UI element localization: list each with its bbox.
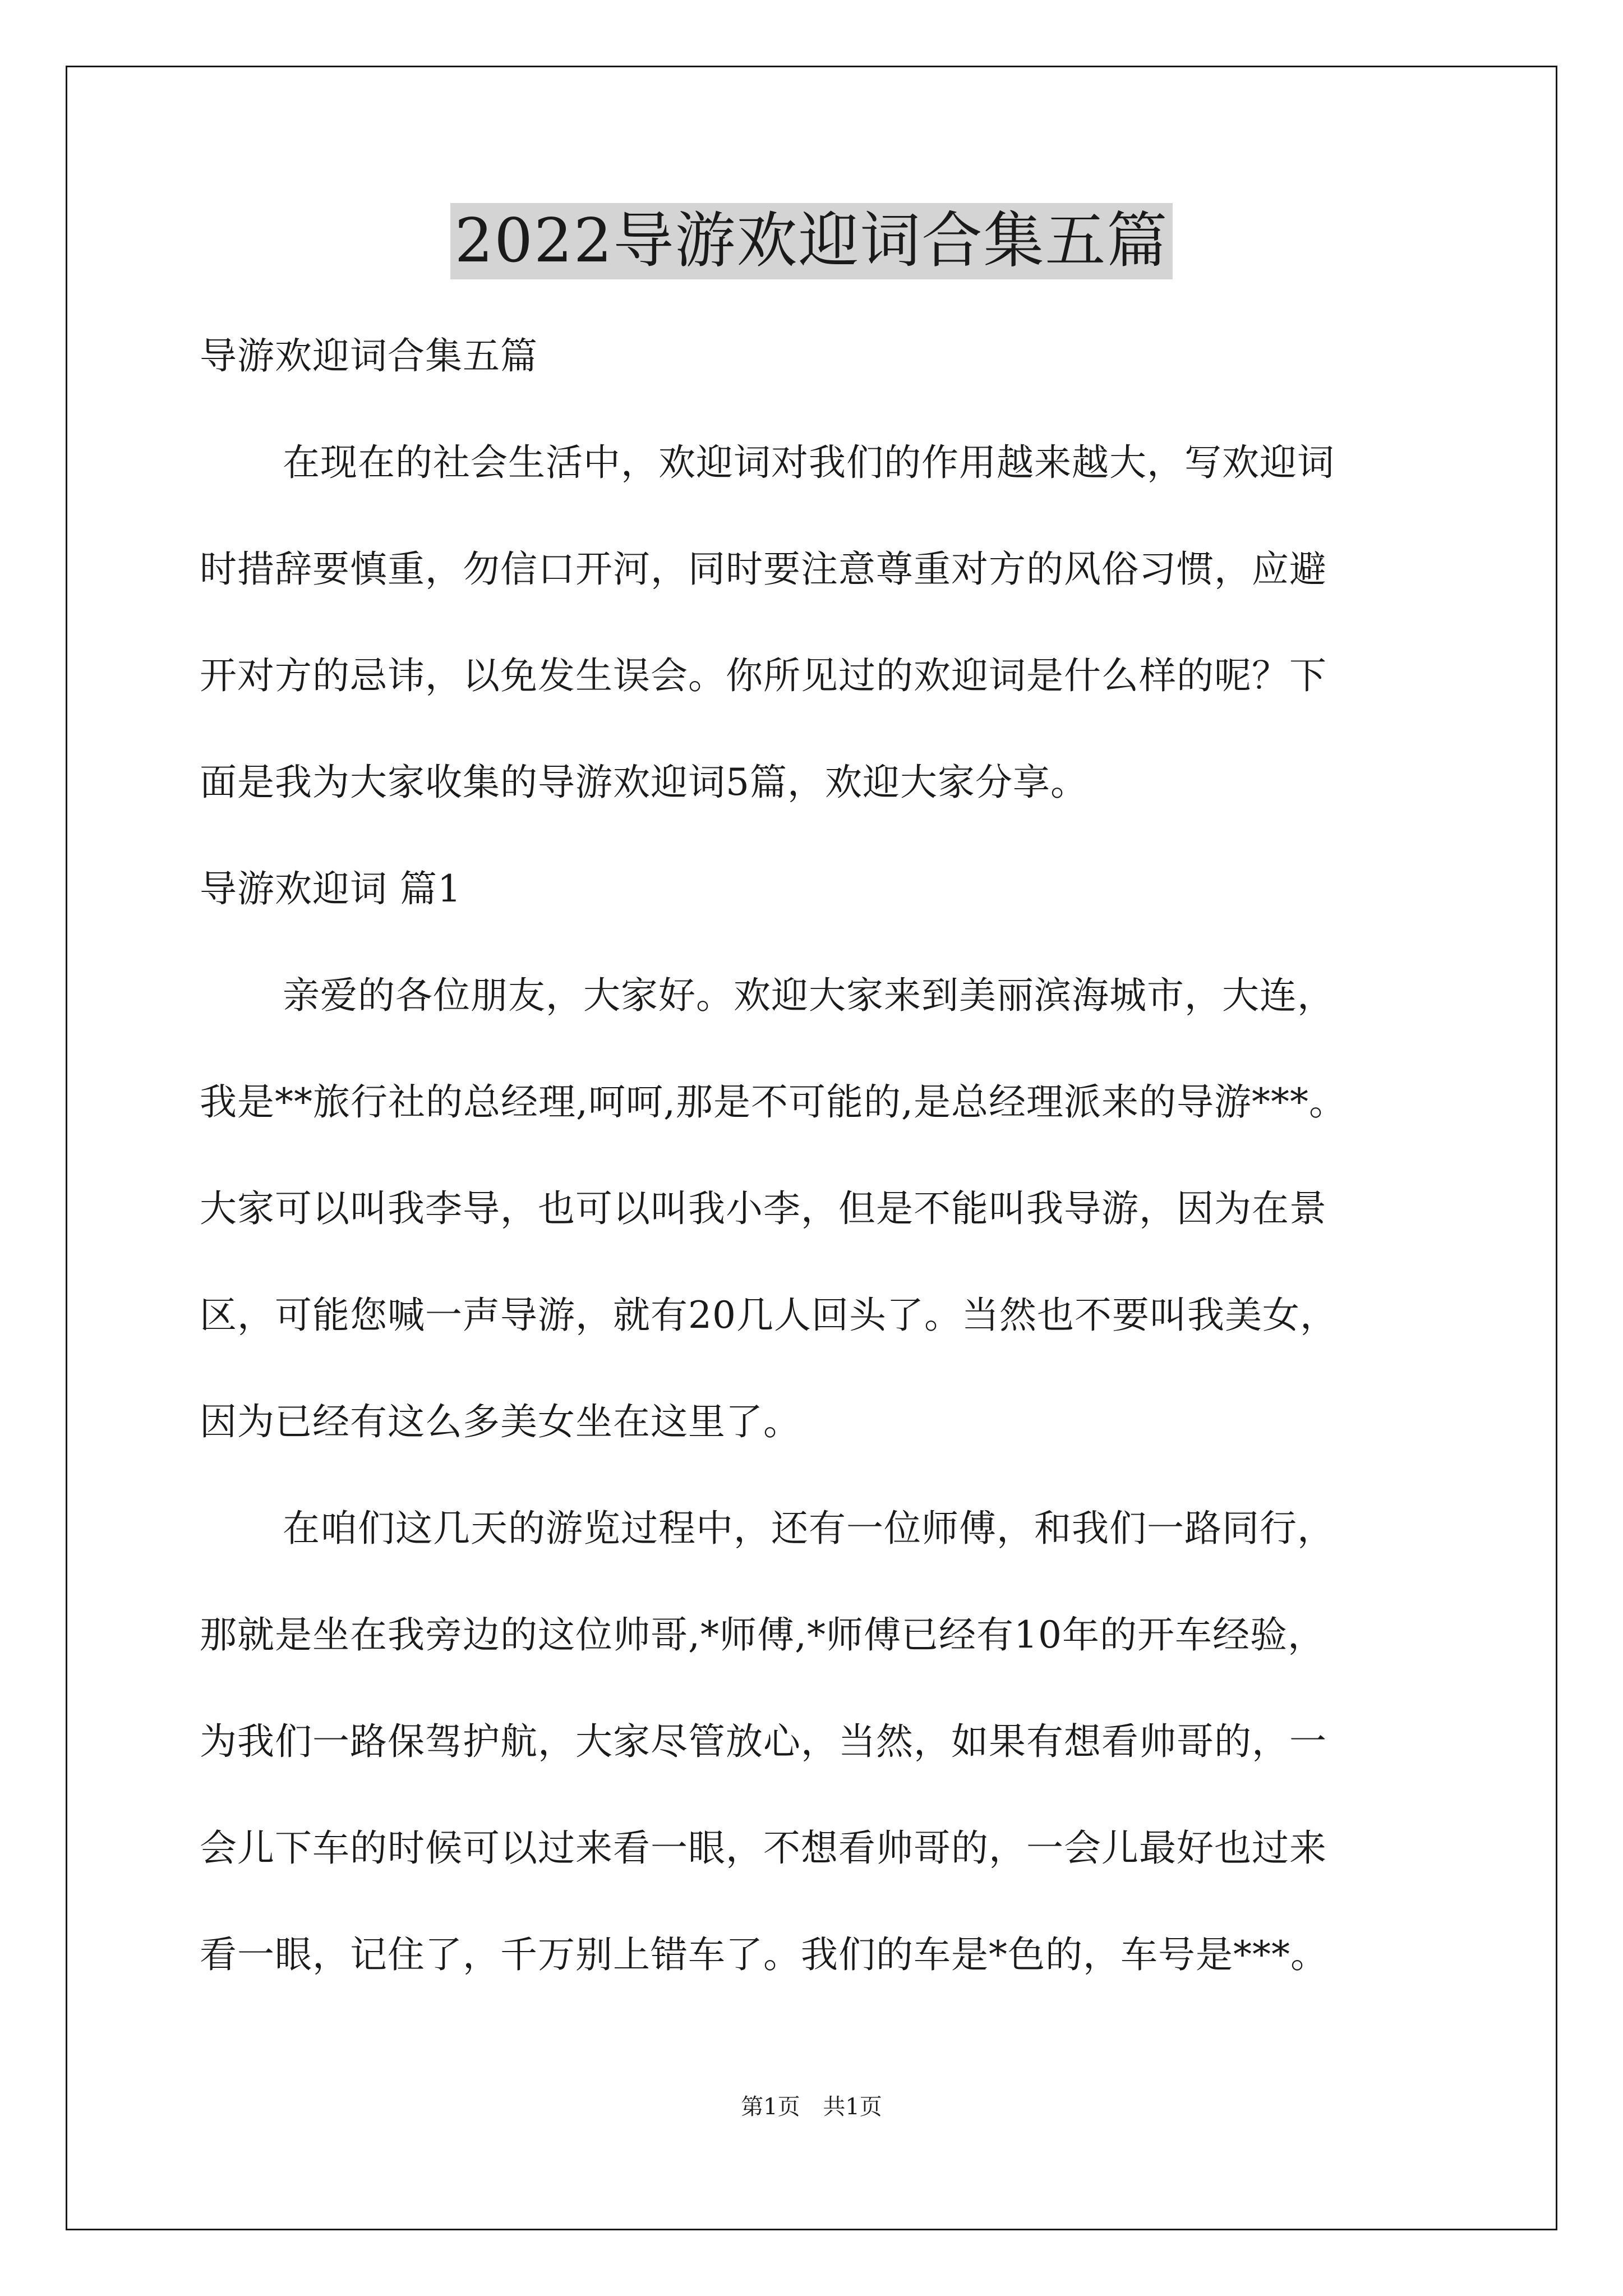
body-line: 面是我为大家收集的导游欢迎词5篇，欢迎大家分享。 <box>200 761 1088 804</box>
page-total: 共1页 <box>823 2094 882 2120</box>
body-line: 我是**旅行社的总经理,呵呵,那是不可能的,是总经理派来的导游***。 <box>200 1080 1347 1124</box>
body-line: 因为已经有这么多美女坐在这里了。 <box>200 1400 801 1443</box>
page-number: 第1页 <box>741 2094 800 2120</box>
body-line: 大家可以叫我李导，也可以叫我小李，但是不能叫我导游，因为在景 <box>200 1187 1327 1230</box>
section-heading: 导游欢迎词 篇1 <box>200 867 462 910</box>
body-line: 看一眼，记住了，千万别上错车了。我们的车是*色的，车号是***。 <box>200 1933 1328 1976</box>
body-line: 导游欢迎词合集五篇 <box>200 334 538 378</box>
body-line: 亲爱的各位朋友，大家好。欢迎大家来到美丽滨海城市，大连， <box>283 974 1335 1017</box>
document-body <box>200 314 1456 2019</box>
document-title: 2022导游欢迎词合集五篇 <box>450 203 1173 279</box>
body-line: 开对方的忌讳，以免发生误会。你所见过的欢迎词是什么样的呢？下 <box>200 654 1327 697</box>
title-wrap <box>0 203 1623 279</box>
body-line: 会儿下车的时候可以过来看一眼，不想看帅哥的，一会儿最好也过来 <box>200 1826 1327 1870</box>
body-line: 区，可能您喊一声导游，就有20几人回头了。当然也不要叫我美女， <box>200 1294 1338 1337</box>
body-line: 在咱们这几天的游览过程中，还有一位师傅，和我们一路同行， <box>283 1507 1335 1550</box>
body-line: 时措辞要慎重，勿信口开河，同时要注意尊重对方的风俗习惯，应避 <box>200 547 1327 591</box>
body-line: 那就是坐在我旁边的这位帅哥,*师傅,*师傅已经有10年的开车经验， <box>200 1613 1325 1657</box>
page-footer <box>0 2090 1623 2124</box>
body-line: 为我们一路保驾护航，大家尽管放心，当然，如果有想看帅哥的，一 <box>200 1720 1327 1763</box>
body-line: 在现在的社会生活中，欢迎词对我们的作用越来越大，写欢迎词 <box>283 441 1335 484</box>
